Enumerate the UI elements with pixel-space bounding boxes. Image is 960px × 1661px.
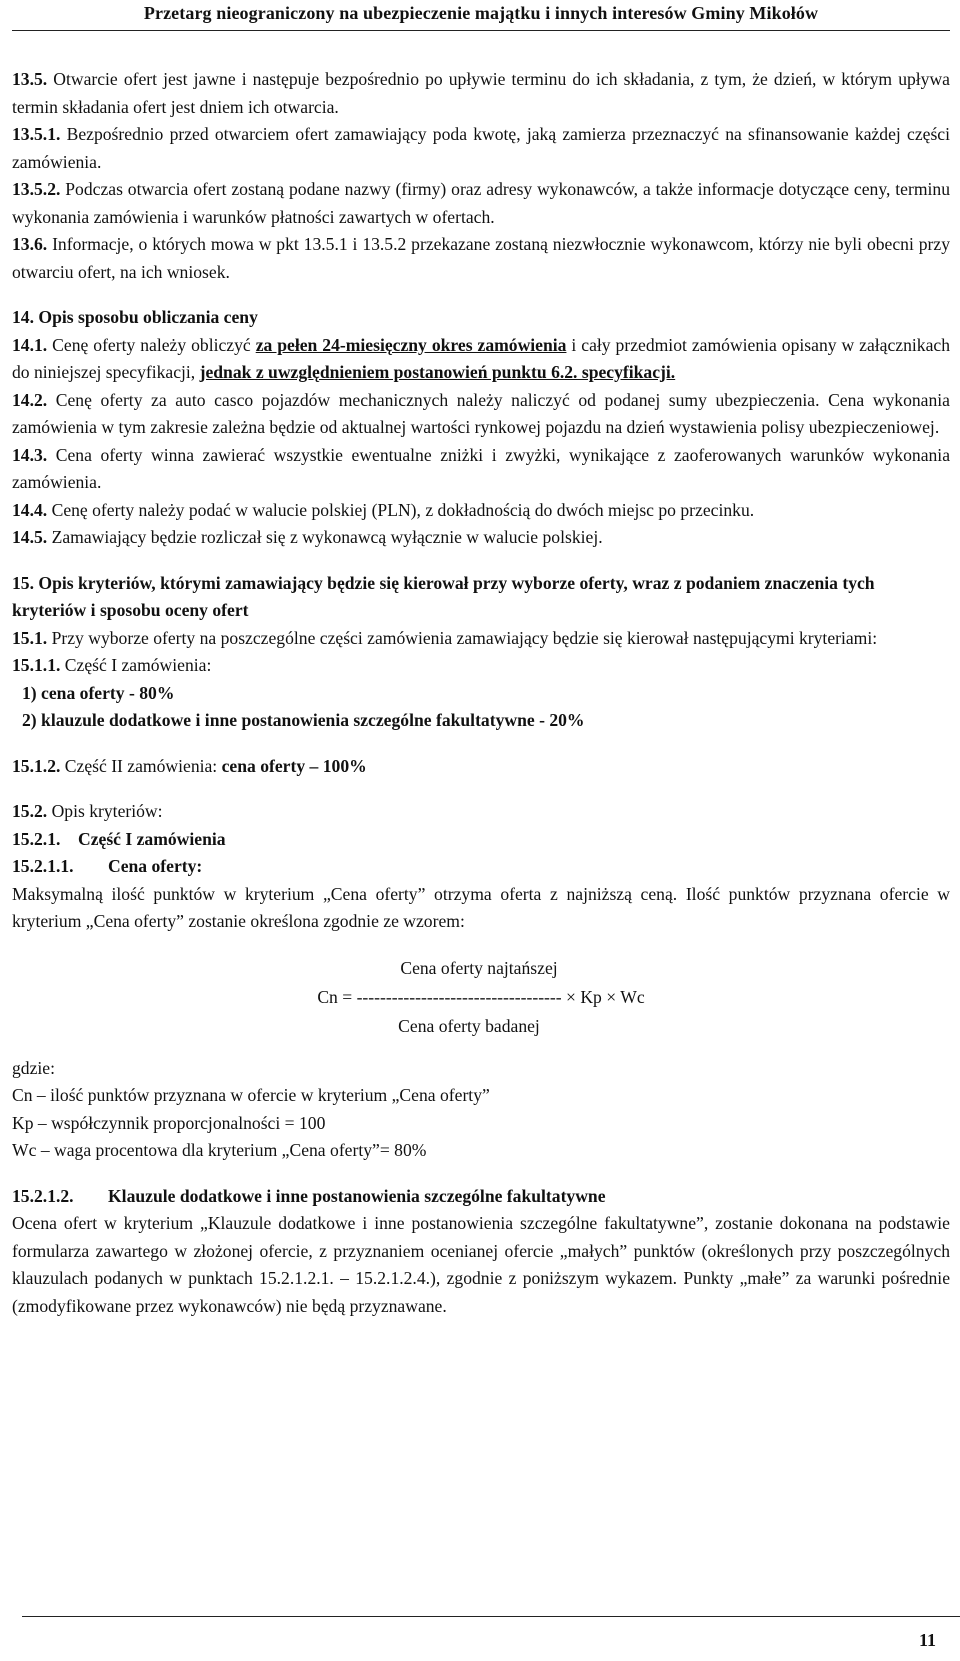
section-number: 13.6. <box>12 234 48 254</box>
emphasis-text: jednak z uwzględnieniem postanowień punktu 6.2. specyfikacji. <box>199 362 676 382</box>
formula-main: Cn = ----------------------------------- × Kp × Wc <box>317 986 645 1007</box>
paragraph-13-5-1 <box>12 121 950 176</box>
paragraph-text: Cenę oferty należy obliczyć <box>47 334 256 355</box>
section-number: 15.2. <box>12 801 48 821</box>
emphasis-text: za pełen 24-miesięczny okres zamówienia <box>255 334 567 355</box>
section-number: 15.1.2. <box>12 755 61 776</box>
section-number: 15.2.1. <box>12 828 61 849</box>
paragraph-15-1-2 <box>12 753 950 781</box>
paragraph-text: i cały przedmiot zamówienia opisany w załącznikach do niniejszej specyfikacji, <box>12 334 951 382</box>
subsection-title: Klauzule dodatkowe i inne postanowienia szczególne fakultatywne <box>108 1185 606 1206</box>
paragraph-text: Informacje, o których mowa w pkt 13.5.1 i 13.5.2 przekazane zostaną niezwłocznie wykonawcom, którzy nie byli obecni przy otwarciu ofert, na ich wniosek. <box>12 234 950 282</box>
section-number: 15.1. <box>12 627 48 648</box>
subsection-title: Część I zamówienia <box>78 828 226 849</box>
paragraph-text: Część II zamówienia: <box>60 755 222 776</box>
footer-divider <box>22 1616 960 1617</box>
section-number: 13.5.2. <box>12 179 61 199</box>
formula-numerator: Cena oferty najtańszej <box>400 957 558 978</box>
paragraph-text: Podczas otwarcia ofert zostaną podane nazwy (firmy) oraz adresy wykonawców, a także informacje dotyczące ceny, terminu wykonania zamówienia i warunków płatności zawartych w ofertach. <box>12 179 950 227</box>
page-number: 11 <box>918 1630 936 1650</box>
section-number: 15.2.1.1. <box>12 856 74 876</box>
section-number: 14.1. <box>12 334 48 355</box>
paragraph-14-5 <box>12 524 950 552</box>
paragraph-text: Zamawiający będzie rozliczał się z wykonawcą wyłącznie w walucie polskiej. <box>47 527 603 547</box>
legend-cn: Cn – ilość punktów przyznana w ofercie w kryterium „Cena oferty” <box>12 1085 490 1105</box>
section-number: 13.5.1. <box>12 124 61 144</box>
criterion-2: 2) klauzule dodatkowe i inne postanowienia szczególne fakultatywne - 20% <box>22 710 585 730</box>
page-content <box>12 66 950 1320</box>
paragraph-text: Cenę oferty należy podać w walucie polskiej (PLN), z dokładnością do dwóch miejsc po przecinku. <box>47 499 755 520</box>
section-number: 14.2. <box>12 389 48 410</box>
paragraph-15-2-1-2 <box>12 1183 950 1211</box>
section-number: 15.2.1.2. <box>12 1185 74 1206</box>
paragraph-text: Opis kryteriów: <box>47 801 163 821</box>
paragraph-text: Część I zamówienia: <box>60 655 212 675</box>
subsection-title: Cena oferty: <box>108 856 203 876</box>
legend-intro: gdzie: <box>12 1057 55 1078</box>
criterion-1: 1) cena oferty - 80% <box>22 682 175 703</box>
section-15-heading: 15. Opis kryteriów, którymi zamawiający będzie się kierował przy wyborze oferty, wraz z podaniem znaczenia tych kryteriów i sposobu oceny ofert <box>12 572 875 620</box>
paragraph-14-4 <box>12 497 950 525</box>
paragraph-14-2 <box>12 387 950 442</box>
paragraph-text: Bezpośrednio przed otwarciem ofert zamawiający poda kwotę, jaką zamierza przeznaczyć na sfinansowanie każdej części zamówienia. <box>12 124 950 172</box>
section-14-heading: 14. Opis sposobu obliczania ceny <box>12 307 258 327</box>
price-formula <box>12 954 950 1041</box>
paragraph-14-1 <box>12 332 950 387</box>
paragraph-15-2-1 <box>12 826 950 854</box>
paragraph-14-3 <box>12 442 950 497</box>
paragraph-text: Przy wyborze oferty na poszczególne części zamówienia zamawiający będzie się kierował następującymi kryteriami: <box>47 627 878 648</box>
section-number: 14.3. <box>12 444 48 465</box>
paragraph-15-2-1-1 <box>12 853 950 881</box>
paragraph-text: Cena oferty winna zawierać wszystkie ewentualne zniżki i zwyżki, wynikające z zaoferowanych warunków wykonania zamówienia. <box>12 444 950 492</box>
formula-denominator: Cena oferty badanej <box>398 1015 540 1036</box>
paragraph-text: Otwarcie ofert jest jawne i następuje bezpośrednio po upływie terminu do ich składania, z tym, że dzień, w którym upływa termin składania ofert jest dniem ich otwarcia. <box>12 69 950 117</box>
section-number: 13.5. <box>12 69 48 89</box>
section-number: 14.4. <box>12 499 48 520</box>
clause-criterion-description: Ocena ofert w kryterium „Klauzule dodatkowe i inne postanowienia szczególne fakultatywne”, zostanie dokonana na podstawie formularza zawartego w złożonej ofercie, z przyznaniem ocenianej ofercie „małych” punktów (określonych przy poszczególnych klauzulach podanych w punktach 15.2.1.2.1. – 15.2.1.2.4.), zgodnie z poniższym wykazem. Punkty „małe” za warunki pośrednie (zmodyfikowane przez wykonawców) nie będą przyznawane. <box>12 1213 950 1316</box>
paragraph-13-5-2 <box>12 176 950 231</box>
section-number: 15.1.1. <box>12 655 61 675</box>
paragraph-13-6 <box>12 231 950 286</box>
paragraph-15-2 <box>12 798 950 826</box>
paragraph-text: Cenę oferty za auto casco pojazdów mechanicznych należy naliczyć od podanej sumy ubezpieczenia. Cena wykonania zamówienia w tym zakresie zależna będzie od aktualnej wartości rynkowej pojazdu na dzień wystawienia polisy ubezpieczeniowej. <box>12 389 950 437</box>
page-header: Przetarg nieograniczony na ubezpieczenie majątku i innych interesów Gminy Mikołów <box>12 0 950 31</box>
paragraph-13-5 <box>12 66 950 121</box>
paragraph-15-1 <box>12 625 950 653</box>
legend-kp: Kp – współczynnik proporcjonalności = 100 <box>12 1112 326 1133</box>
price-criterion-description: Maksymalną ilość punktów w kryterium „Cena oferty” otrzyma oferta z najniższą ceną. Ilość punktów przyznana ofercie w kryterium „Cena oferty” zostanie określona zgodnie ze wzorem: <box>12 883 950 931</box>
emphasis-text: cena oferty – 100% <box>221 755 367 776</box>
section-number: 14.5. <box>12 527 48 547</box>
legend-wc: Wc – waga procentowa dla kryterium „Cena oferty”= 80% <box>12 1140 427 1160</box>
paragraph-15-1-1 <box>12 652 950 680</box>
